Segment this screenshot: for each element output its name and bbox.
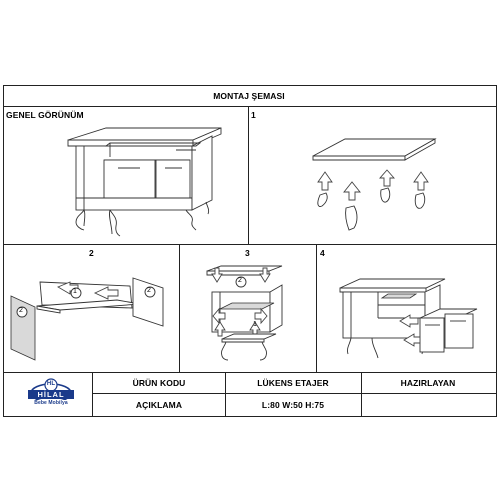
- product-name: LÜKENS ETAJER: [257, 378, 329, 388]
- step-4-label: 4: [320, 248, 325, 258]
- dimensions: L:80 W:50 H:75: [261, 400, 325, 410]
- page-title: MONTAJ ŞEMASI: [213, 91, 285, 101]
- step-3-label: 3: [245, 248, 250, 258]
- general-view-label: GENEL GÖRÜNÜM: [6, 110, 84, 120]
- logo-brand: HİLAL: [37, 390, 65, 399]
- logo-tagline: Bebe Mobilya: [34, 400, 68, 406]
- part-number-1: 1: [73, 288, 77, 295]
- part-number-2-left: 2: [19, 307, 23, 314]
- part-number-2-right: 2: [147, 287, 151, 294]
- part-number-2-top: 2: [238, 277, 242, 284]
- product-code-label: ÜRÜN KODU: [132, 378, 186, 388]
- step-2-label: 2: [89, 248, 94, 258]
- step-1-label: 1: [251, 110, 256, 120]
- prepared-by-label: HAZIRLAYAN: [400, 378, 456, 388]
- logo-initials: HL: [46, 381, 56, 387]
- description-label: AÇIKLAMA: [135, 400, 183, 410]
- part-number-1-base: 1: [253, 321, 257, 328]
